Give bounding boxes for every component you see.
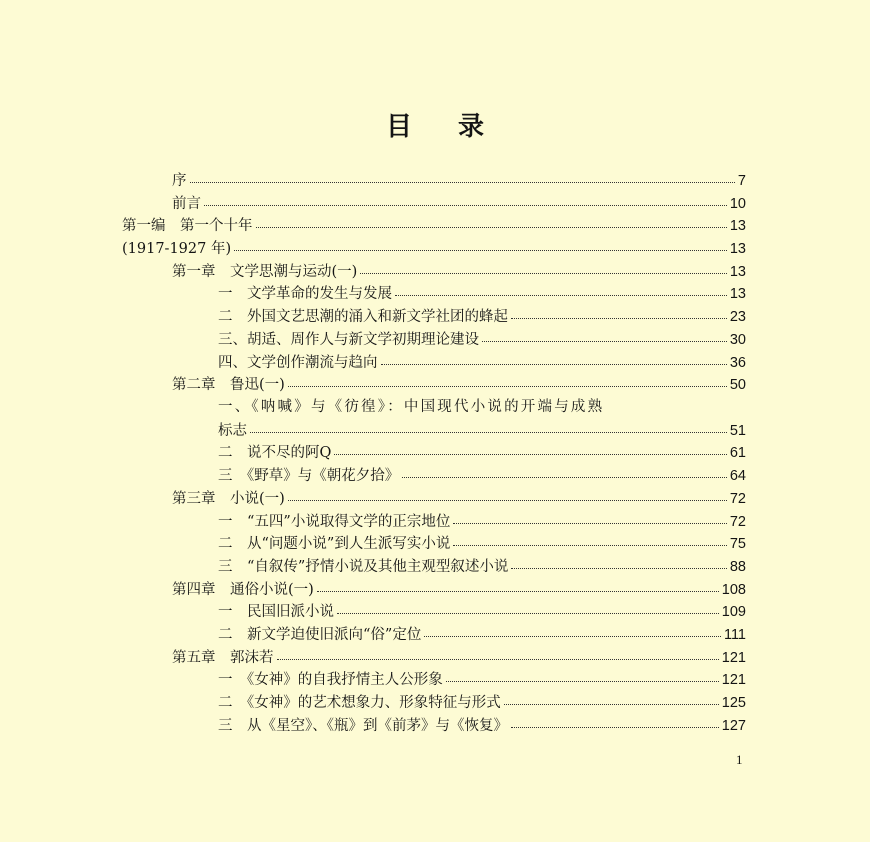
toc-entry-page: 111	[723, 627, 746, 643]
dot-leader	[511, 712, 719, 728]
toc-entry-page: 127	[721, 718, 746, 734]
toc-entry-label: 一 “五四”小说取得文学的正宗地位	[218, 514, 451, 530]
dot-leader	[256, 212, 727, 228]
toc-entry	[172, 487, 746, 509]
dot-leader	[453, 530, 727, 546]
toc-entry-page: 13	[729, 264, 746, 280]
toc-entry-page: 121	[721, 672, 746, 688]
toc-entry-page: 121	[721, 650, 746, 666]
toc-entry	[218, 328, 746, 350]
toc-entry	[122, 237, 746, 259]
toc-entry-page: 50	[729, 377, 746, 393]
dot-leader	[277, 644, 719, 660]
toc-entry-page: 108	[721, 582, 746, 598]
toc-entry-label: 第四章 通俗小说(一)	[172, 582, 314, 598]
dot-leader	[424, 621, 721, 637]
dot-leader	[453, 508, 727, 524]
dot-leader	[511, 303, 727, 319]
title-char-1: 目	[385, 112, 412, 142]
toc-entry-label: 标志	[218, 423, 247, 439]
dot-leader	[511, 553, 727, 569]
toc-entry	[218, 668, 746, 690]
toc-entry-page: 75	[729, 536, 746, 552]
toc-entry-label: 一 《女神》的自我抒情主人公形象	[218, 672, 443, 688]
toc-entry-label: 二 新文学迫使旧派向“俗”定位	[218, 627, 422, 643]
toc-entry	[218, 532, 746, 554]
toc-entry	[172, 373, 746, 395]
toc-entry	[218, 441, 746, 463]
toc-entry-page: 72	[729, 491, 746, 507]
toc-entry	[218, 691, 746, 713]
dot-leader	[402, 462, 727, 478]
dot-leader	[288, 485, 727, 501]
toc-entry	[218, 623, 746, 645]
toc-entry-page: 13	[729, 241, 746, 257]
dot-leader	[395, 280, 727, 296]
toc-entry-page: 7	[737, 173, 746, 189]
toc-entry-page: 61	[729, 445, 746, 461]
toc-entry-label: 一 民国旧派小说	[218, 604, 334, 620]
toc-entry-page: 88	[729, 559, 746, 575]
toc-entry	[218, 419, 746, 441]
dot-leader	[482, 326, 727, 342]
dot-leader	[334, 439, 726, 455]
dot-leader	[204, 190, 727, 206]
dot-leader	[337, 598, 719, 614]
toc-entry	[218, 305, 746, 327]
dot-leader	[317, 576, 719, 592]
toc-entry-page: 13	[729, 218, 746, 234]
toc-entry	[218, 714, 746, 736]
toc-entry-page: 51	[729, 423, 746, 439]
dot-leader	[360, 258, 727, 274]
toc-entry-label: 前言	[172, 196, 201, 212]
dot-leader	[190, 167, 735, 183]
toc-entry-label: 一 文学革命的发生与发展	[218, 286, 392, 302]
toc-entry	[172, 169, 746, 191]
toc-entry-page: 36	[729, 355, 746, 371]
toc-entry-page: 64	[729, 468, 746, 484]
toc-entry-page: 10	[729, 196, 746, 212]
toc-entry-label: 三 《野草》与《朝花夕拾》	[218, 468, 400, 484]
toc-entry-label: 二 外国文艺思潮的涌入和新文学社团的蜂起	[218, 309, 508, 325]
toc-entry	[218, 600, 746, 622]
toc-entry	[218, 510, 746, 532]
toc-entry-label: 第五章 郭沫若	[172, 650, 274, 666]
toc-entry-label: 三、胡适、周作人与新文学初期理论建设	[218, 332, 479, 348]
toc-entry-page: 72	[729, 514, 746, 530]
toc-entry	[122, 214, 746, 236]
toc-entry-label: 三 “自叙传”抒情小说及其他主观型叙述小说	[218, 559, 509, 575]
dot-leader	[288, 371, 727, 387]
toc-entry-label: 序	[172, 173, 187, 189]
toc-entry-label: 第三章 小说(一)	[172, 491, 285, 507]
toc-entry-page: 13	[729, 286, 746, 302]
toc-entry-page: 125	[721, 695, 746, 711]
dot-leader	[381, 349, 727, 365]
dot-leader	[446, 666, 719, 682]
toc-entry-label: 一、《呐喊》与《彷徨》：中国现代小说的开端与成熟	[218, 399, 605, 415]
toc-entry-label: 二 《女神》的艺术想象力、形象特征与形式	[218, 695, 501, 711]
toc-entry-label: 第一编 第一个十年	[122, 218, 253, 234]
toc-entry	[218, 555, 746, 577]
toc-entry	[172, 646, 746, 668]
dot-leader	[234, 235, 727, 251]
toc-entry-label: 二 说不尽的阿Q	[218, 445, 332, 461]
toc-entry-label: 四、文学创作潮流与趋向	[218, 355, 378, 371]
toc-entry-page: 23	[729, 309, 746, 325]
toc-entry	[172, 192, 746, 214]
toc-entry-label: 三 从《星空》、《瓶》到《前茅》与《恢复》	[218, 718, 508, 734]
dot-leader	[504, 689, 719, 705]
toc-entry	[218, 282, 746, 304]
toc-entry-page: 109	[721, 604, 746, 620]
toc-entry-label: (1917-1927 年)	[122, 241, 232, 257]
toc-entry	[218, 464, 746, 486]
title-char-2: 录	[458, 112, 485, 142]
toc-entry-label: 第二章 鲁迅(一)	[172, 377, 285, 393]
toc-entry-page: 30	[729, 332, 746, 348]
dot-leader	[250, 417, 727, 433]
page-number: 1	[736, 752, 743, 767]
toc-entry	[218, 351, 746, 373]
toc-entry-label: 二 从“问题小说”到人生派写实小说	[218, 536, 451, 552]
toc-entry-label: 第一章 文学思潮与运动(一)	[172, 264, 358, 280]
toc-entry	[172, 260, 746, 282]
toc-entry	[172, 578, 746, 600]
